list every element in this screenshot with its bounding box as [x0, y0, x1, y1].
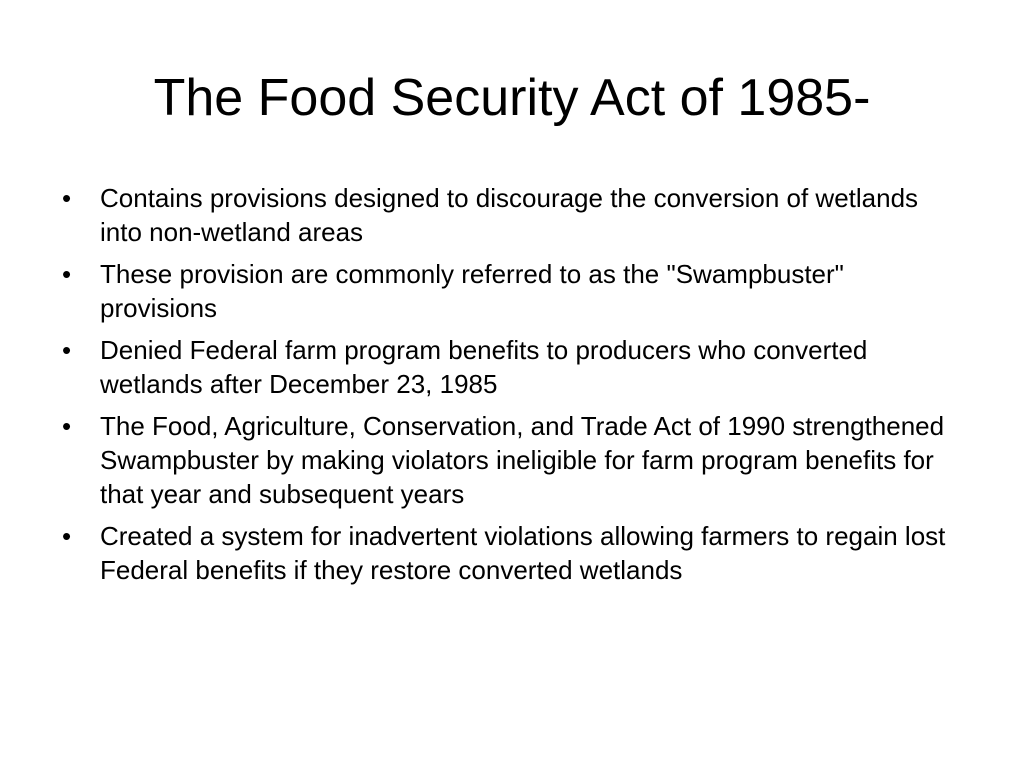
bullet-item [62, 257, 962, 325]
bullet-text: Denied Federal farm program benefits to producers who converted wetlands after December 23, 1985 [100, 335, 868, 399]
bullet-marker: • [62, 521, 72, 551]
bullet-item [62, 181, 962, 249]
bullet-marker: • [62, 259, 72, 289]
bullet-text: These provision are commonly referred to as the "Swampbuster" provisions [100, 259, 844, 323]
bullet-marker: • [62, 411, 72, 441]
bullet-text: Contains provisions designed to discourage the conversion of wetlands into non-wetland areas [100, 183, 919, 247]
bullet-marker: • [62, 183, 72, 213]
bullet-item [62, 409, 962, 511]
bullet-text: The Food, Agriculture, Conservation, and Trade Act of 1990 strengthened Swampbuster by making violators ineligible for farm program benefits for that year and subsequent years [100, 411, 945, 509]
slide-title: The Food Security Act of 1985- [153, 69, 871, 127]
bullet-list [62, 181, 962, 595]
bullet-item [62, 333, 962, 401]
bullet-marker: • [62, 335, 72, 365]
bullet-text: Created a system for inadvertent violations allowing farmers to regain lost Federal benefits if they restore converted wetlands [100, 521, 946, 585]
bullet-item [62, 519, 962, 587]
